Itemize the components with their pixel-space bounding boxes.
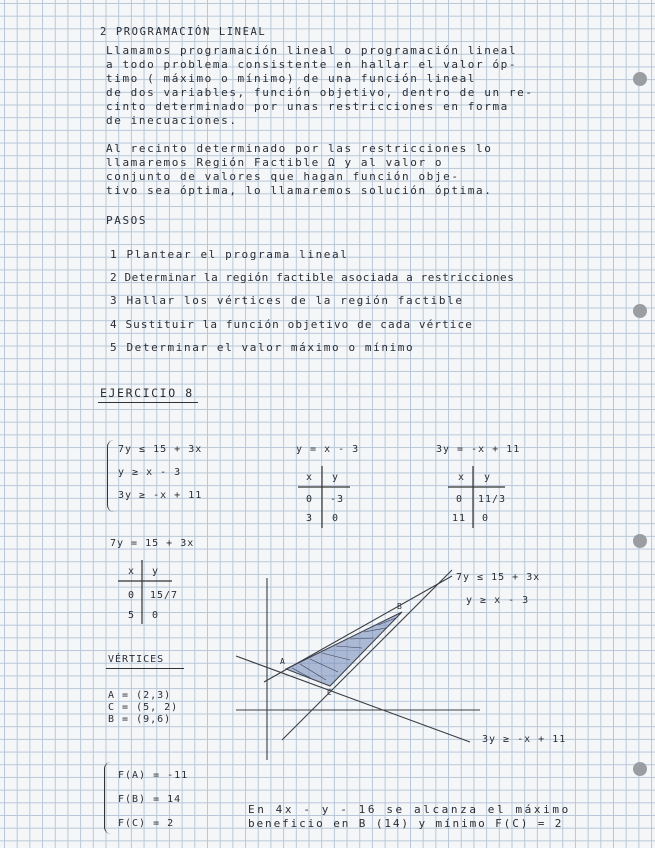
vertices-title: VÉRTICES	[108, 654, 165, 665]
system-line: 7y ≤ 15 + 3x	[118, 444, 203, 455]
system-line: 3y ≥ -x + 11	[118, 490, 203, 501]
intro-line: timo ( máximo o mínimo) de una función lineal	[106, 72, 477, 85]
recinto-line: llamaremos Región Factible Ω y al valor o	[106, 156, 444, 169]
recinto-line: conjunto de valores que hagan función obje-	[106, 170, 460, 183]
table-cell: 0	[482, 513, 490, 524]
step-item: 3 Hallar los vértices de la región factible	[110, 294, 464, 307]
intro-line: Llamamos programación lineal o programación lineal	[106, 44, 518, 57]
table-equation: 3y = -x + 11	[436, 444, 521, 455]
graph-label-y-ge: y ≥ x - 3	[466, 595, 530, 606]
graph-label-3y: 3y ≥ -x + 11	[482, 734, 567, 745]
table-cell: 5	[128, 610, 136, 621]
recinto-line: Al recinto determinado por las restricciones lo	[106, 142, 493, 155]
intro-line: de dos variables, función objetivo, dentro de un re-	[106, 86, 534, 99]
vertex-label-a: A	[280, 657, 286, 666]
table-equation: 7y = 15 + 3x	[110, 538, 195, 549]
f-value-b: F(B) = 14	[118, 794, 182, 805]
pasos-title: PASOS	[106, 214, 148, 227]
table-cell: 3	[306, 513, 314, 524]
f-value-a: F(A) = -11	[118, 770, 189, 781]
intro-line: cinto determinado por unas restricciones en forma	[106, 100, 509, 113]
vertex-label-b: B	[397, 602, 403, 611]
vertices-title-underline	[106, 668, 184, 669]
step-item: 1 Plantear el programa lineal	[110, 248, 349, 261]
exercise-title: EJERCICIO 8	[100, 386, 194, 400]
vertex-b: B = (9,6)	[108, 714, 172, 725]
table-header-x: x	[306, 472, 314, 483]
feasible-region	[286, 612, 402, 686]
conclusion-line: En 4x - y - 16 se alcanza el máximo	[248, 803, 571, 816]
line-y-x-3	[282, 570, 452, 740]
vertex-c: C = (5, 2)	[108, 702, 179, 713]
system-line: y ≥ x - 3	[118, 467, 182, 478]
f-values-brace	[104, 762, 111, 834]
table-header-x: x	[458, 472, 466, 483]
section-heading: 2 PROGRAMACIÓN LINEAL	[100, 26, 267, 38]
table-header-x: x	[128, 566, 136, 577]
intro-line: de inecuaciones.	[106, 114, 238, 127]
step-item: 2 Determinar la región factible asociada a restricciones	[110, 271, 515, 284]
table-cell: 11/3	[478, 494, 507, 505]
table-cell: 0	[456, 494, 464, 505]
table-header-y: y	[484, 472, 492, 483]
graph-label-7y: 7y ≤ 15 + 3x	[456, 572, 541, 583]
vertex-a: A = (2,3)	[108, 690, 172, 701]
table-equation: y = x - 3	[296, 444, 360, 455]
step-item: 5 Determinar el valor máximo o mínimo	[110, 341, 415, 354]
vertex-label-c: C	[327, 688, 333, 697]
table-cell: 11	[452, 513, 467, 524]
table-cell: 0	[332, 513, 340, 524]
table-cell: 0	[128, 590, 136, 601]
table-cell: 0	[152, 610, 160, 621]
table-header-y: y	[152, 566, 160, 577]
table-header-y: y	[332, 472, 340, 483]
f-value-c: F(C) = 2	[118, 818, 175, 829]
recinto-line: tivo sea óptima, lo llamaremos solución óptima.	[106, 184, 493, 197]
step-item: 4 Sustituir la función objetivo de cada vértice	[110, 318, 473, 331]
table-cell: -3	[330, 494, 345, 505]
intro-line: a todo problema consistente en hallar el valor óp-	[106, 58, 518, 71]
conclusion-line: beneficio en B (14) y mínimo F(C) = 2	[248, 817, 564, 830]
table-cell: 15/7	[150, 590, 179, 601]
table-cell: 0	[306, 494, 314, 505]
